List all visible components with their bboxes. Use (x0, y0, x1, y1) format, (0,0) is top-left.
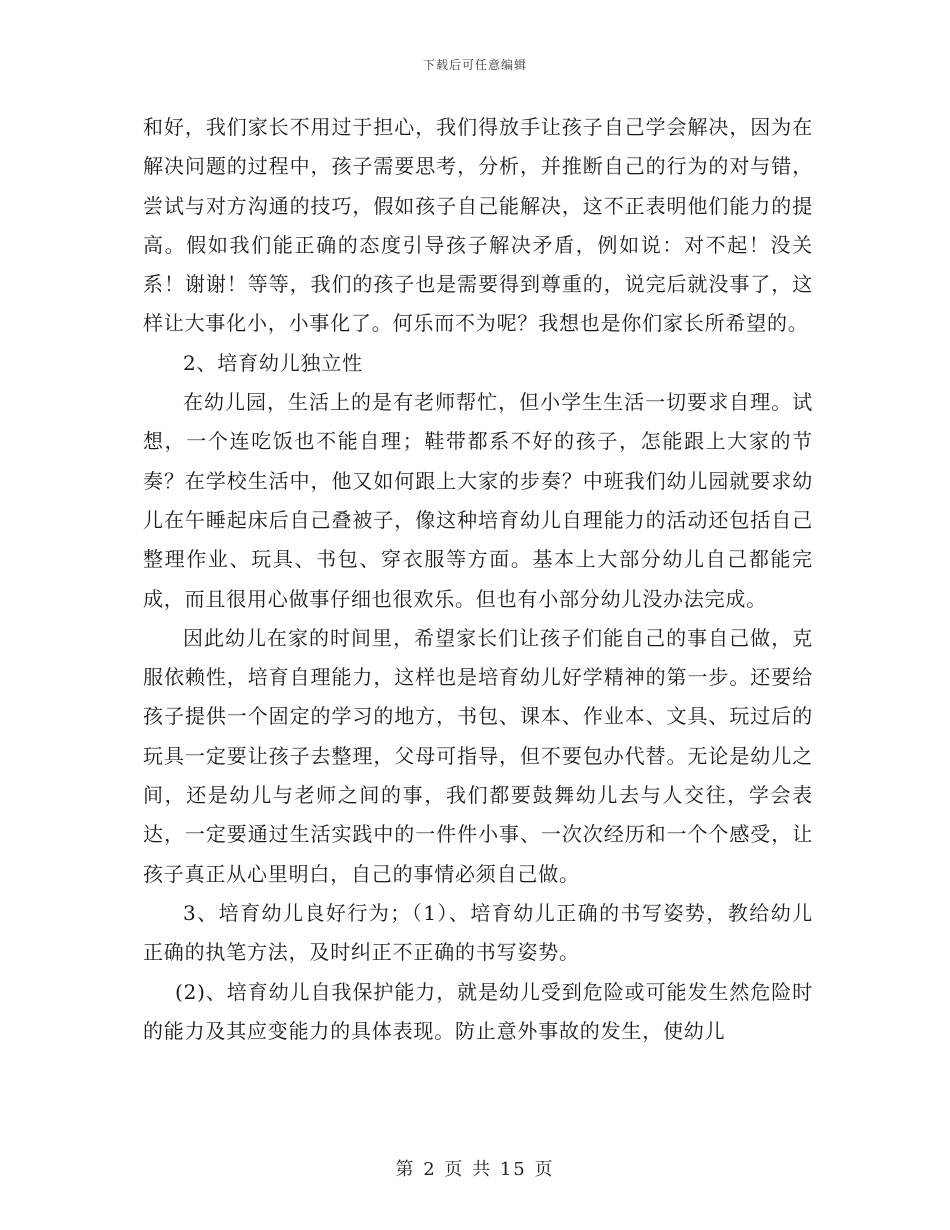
paragraph-good-behavior: 3、培育幼儿良好行为；（1）、培育幼儿正确的书写姿势，教给幼儿正确的执笔方法，及时纠正不正确的书写姿势。 (143, 900, 813, 965)
paragraph-home-guidance: 因此幼儿在家的时间里，希望家长们让孩子们能自己的事自己做，克服依赖性，培育自理能力，这样也是培育幼儿好学精神的第一步。还要给孩子提供一个固定的学习的地方，书包、课本、作业本、文具、玩过后的玩具一定要让孩子去整理，父母可指导，但不要包办代替。无论是幼儿之间，还是幼儿与老师之间的事，我们都要鼓舞幼儿去与人交往，学会表达，一定要通过生活实践中的一件件小事、一次次经历和一个个感受，让孩子真正从心里明白，自己的事情必须自己做。 (143, 625, 813, 886)
paragraph-self-protection: (2)、培育幼儿自我保护能力，就是幼儿受到危险或可能发生然危险时的能力及其应变能力的具体表现。防止意外事故的发生，使幼儿 (143, 979, 813, 1043)
paragraph-continuation: 和好，我们家长不用过于担心，我们得放手让孩子自己学会解决，因为在解决问题的过程中，孩子需要思考，分析，并推断自己的行为的对与错，尝试与对方沟通的技巧，假如孩子自己能解决，这不正表明他们能力的提高。假如我们能正确的态度引导孩子解决矛盾，例如说：对不起！没关系！谢谢！等等，我们的孩子也是需要得到尊重的，说完后就没事了，这样让大事化小，小事化了。何乐而不为呢？我想也是你们家长所希望的。 (143, 115, 813, 336)
section-heading-independence: 2、培育幼儿独立性 (183, 350, 363, 375)
paragraph-self-care: 在幼儿园，生活上的是有老师帮忙，但小学生生活一切要求自理。试想，一个连吃饭也不能自理；鞋带都系不好的孩子，怎能跟上大家的节奏？在学校生活中，他又如何跟上大家的步奏？中班我们幼儿园就要求幼儿在午睡起床后自己叠被子，像这种培育幼儿自理能力的活动还包括自己整理作业、玩具、书包、穿衣服等方面。基本上大部分幼儿自己都能完成，而且很用心做事仔细也很欢乐。但也有小部分幼儿没办法完成。 (143, 390, 813, 611)
document-body (143, 108, 813, 1051)
page-header: 下载后可任意编辑 (422, 58, 527, 72)
page-footer-page-number: 第 2 页 共 15 页 (395, 1159, 555, 1180)
